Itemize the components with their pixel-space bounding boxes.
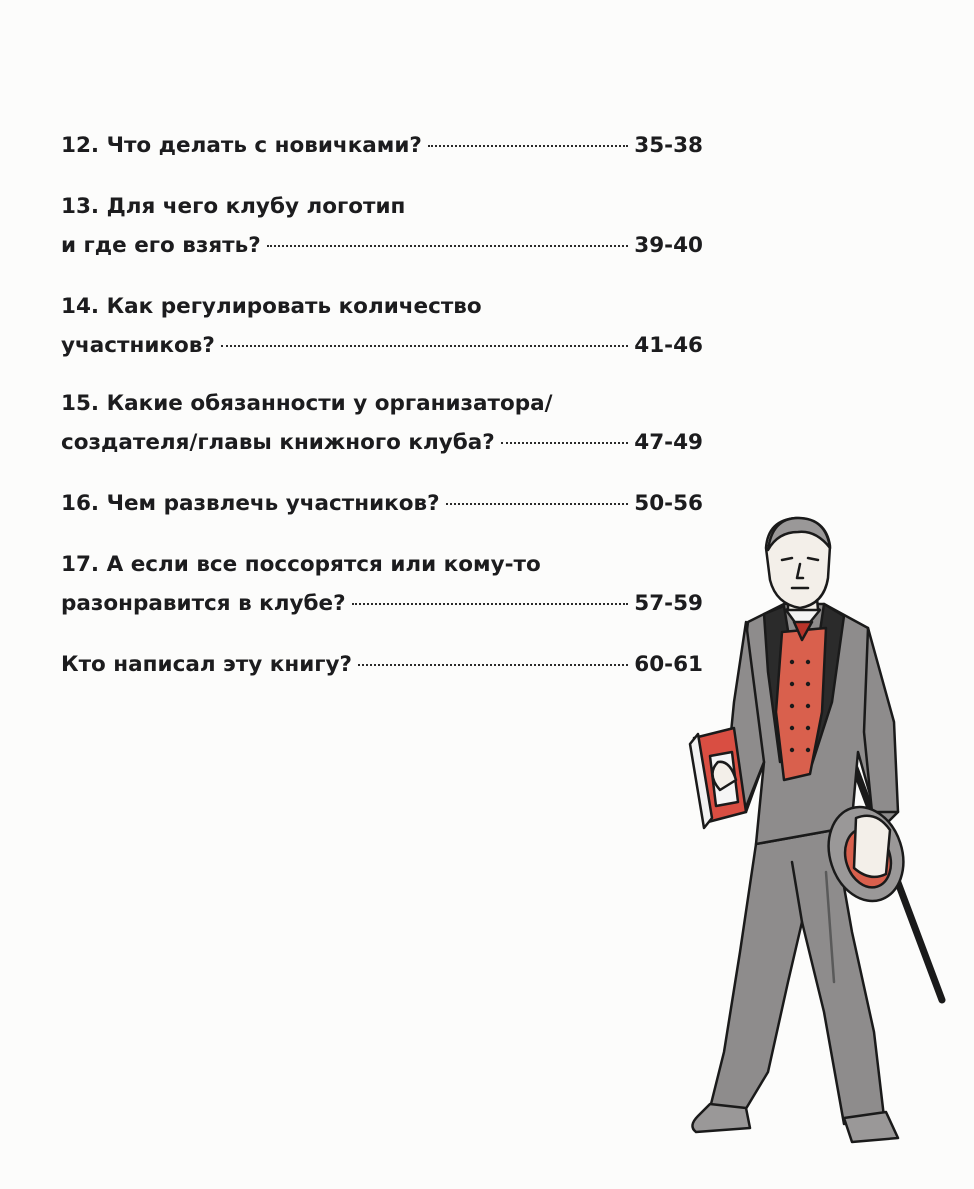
toc-entry-line <box>61 126 703 165</box>
toc-entry-title: 14. Как регулировать количество <box>61 294 482 319</box>
dot-leader <box>352 603 629 605</box>
dot-leader <box>267 245 629 247</box>
toc-entry-title: 13. Для чего клубу логотип <box>61 194 406 219</box>
toc-entry-pages: 57-59 <box>634 591 703 616</box>
toc-entry-title-continued: и где его взять? <box>61 233 261 258</box>
toc-entry-pages: 50-56 <box>634 491 703 516</box>
toc-entry-line <box>61 645 703 684</box>
toc-entry-16[interactable] <box>61 484 703 523</box>
toc-entry-title: 17. А если все поссорятся или кому-то <box>61 552 541 577</box>
table-of-contents <box>61 126 703 684</box>
toc-entry-title: 15. Какие обязанности у организатора/ <box>61 391 553 416</box>
toc-entry-line <box>61 423 703 462</box>
toc-entry-12[interactable] <box>61 126 703 165</box>
toc-entry-author[interactable] <box>61 645 703 684</box>
toc-entry-line <box>61 545 703 584</box>
toc-entry-title-continued: создателя/главы книжного клуба? <box>61 430 495 455</box>
toc-entry-pages: 60-61 <box>634 652 703 677</box>
toc-entry-17[interactable] <box>61 545 703 623</box>
toc-entry-pages: 41-46 <box>634 333 703 358</box>
toc-entry-line <box>61 584 703 623</box>
dot-leader <box>446 503 629 505</box>
toc-entry-pages: 39-40 <box>634 233 703 258</box>
toc-entry-15[interactable] <box>61 384 703 462</box>
gentleman-illustration <box>684 512 954 1152</box>
toc-entry-13[interactable] <box>61 187 703 265</box>
toc-entry-14[interactable] <box>61 287 703 365</box>
dot-leader <box>221 345 628 347</box>
toc-entry-pages: 47-49 <box>634 430 703 455</box>
dot-leader <box>501 442 629 444</box>
toc-entry-line <box>61 287 703 326</box>
dot-leader <box>358 664 628 666</box>
toc-entry-title: 16. Чем развлечь участников? <box>61 491 440 516</box>
toc-entry-line <box>61 226 703 265</box>
toc-entry-line <box>61 384 703 423</box>
dot-leader <box>428 145 628 147</box>
toc-entry-title: 12. Что делать с новичками? <box>61 133 422 158</box>
toc-entry-title: Кто написал эту книгу? <box>61 652 352 677</box>
toc-entry-title-continued: участников? <box>61 333 215 358</box>
toc-entry-line <box>61 326 703 365</box>
toc-entry-line <box>61 484 703 523</box>
toc-entry-pages: 35-38 <box>634 133 703 158</box>
toc-entry-title-continued: разонравится в клубе? <box>61 591 346 616</box>
toc-entry-line <box>61 187 703 226</box>
